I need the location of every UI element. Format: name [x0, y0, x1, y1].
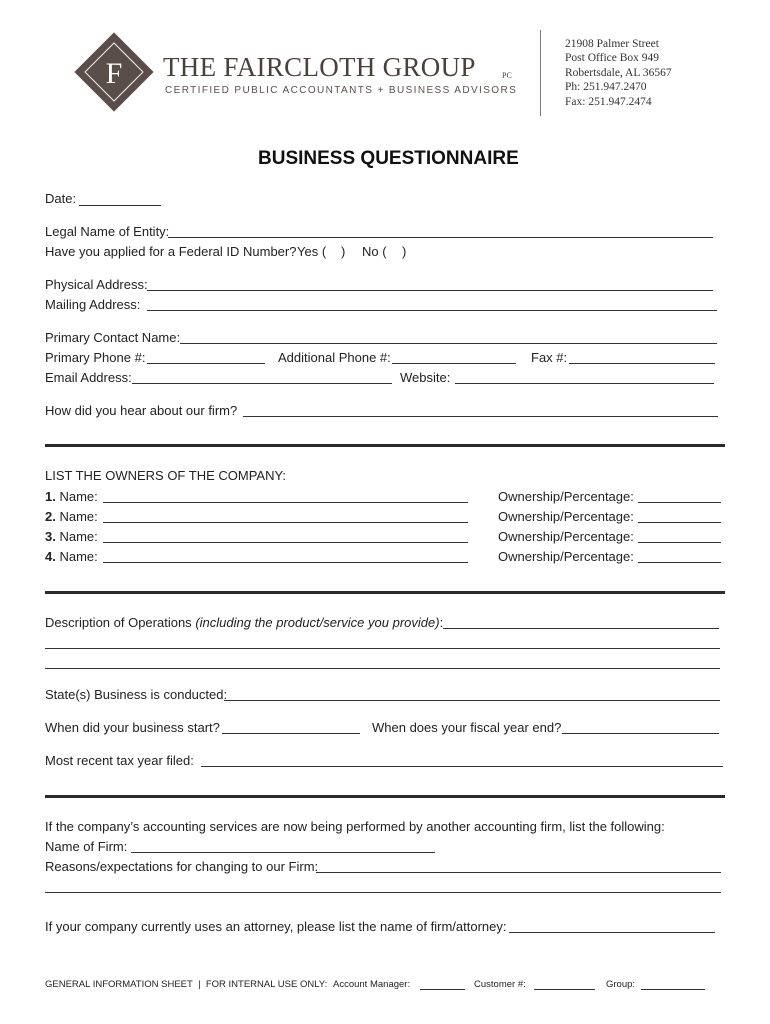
- owner-3-name-field[interactable]: [103, 542, 468, 543]
- firm-name-field[interactable]: [131, 852, 435, 853]
- group-label: Group:: [606, 979, 636, 990]
- address-line: 21908 Palmer Street: [565, 38, 659, 50]
- primary-phone-label: Primary Phone #:: [45, 350, 146, 365]
- footer-sheet: GENERAL INFORMATION SHEET: [45, 979, 193, 990]
- owner-number: 3.: [45, 529, 56, 544]
- owner-name-label: Name:: [59, 529, 98, 544]
- owner-1-ownership-field[interactable]: [638, 502, 721, 503]
- address-block: [565, 37, 672, 109]
- owner-3-label: [45, 529, 98, 544]
- business-start-field[interactable]: [222, 733, 360, 734]
- owner-name-label: Name:: [59, 549, 98, 564]
- owner-1-name-field[interactable]: [103, 502, 468, 503]
- description-note: (including the product/service you provide): [195, 615, 440, 630]
- fiscal-year-field[interactable]: [562, 733, 719, 734]
- federal-id-yes-checkbox[interactable]: ): [341, 244, 346, 259]
- federal-id-no-checkbox[interactable]: ): [402, 244, 407, 259]
- business-start-label: When did your business start?: [45, 720, 220, 735]
- fiscal-year-label: When does your fiscal year end?: [372, 720, 562, 735]
- reasons-field[interactable]: [316, 872, 721, 873]
- description-field[interactable]: [443, 628, 719, 629]
- footer-sheet-label: [45, 979, 327, 990]
- company-suffix: PC: [502, 71, 512, 80]
- owner-3-ownership-field[interactable]: [638, 542, 721, 543]
- owner-2-name-field[interactable]: [103, 522, 468, 523]
- customer-label: Customer #:: [474, 979, 526, 990]
- federal-id-yes-label: Yes (: [297, 244, 327, 259]
- additional-phone-label: Additional Phone #:: [278, 350, 391, 365]
- account-manager-field[interactable]: [420, 989, 465, 990]
- owner-4-label: [45, 549, 98, 564]
- owner-2-ownership-field[interactable]: [638, 522, 721, 523]
- section-divider: [45, 444, 725, 447]
- date-label: Date:: [45, 191, 77, 206]
- states-label: State(s) Business is conducted:: [45, 687, 228, 702]
- tax-year-label: Most recent tax year filed:: [45, 753, 194, 768]
- federal-id-no-label: No (: [362, 244, 387, 259]
- owner-number: 2.: [45, 509, 56, 524]
- owner-name-label: Name:: [59, 509, 98, 524]
- mailing-address-label: Mailing Address:: [45, 297, 141, 312]
- prior-firm-intro: If the company’s accounting services are now being performed by another accounting firm, list the following:: [45, 819, 665, 834]
- description-colon: :: [439, 615, 444, 630]
- group-field[interactable]: [641, 989, 705, 990]
- email-field[interactable]: [132, 383, 392, 384]
- owner-number: 1.: [45, 489, 56, 504]
- primary-phone-field[interactable]: [147, 363, 265, 364]
- header-divider: [540, 30, 541, 116]
- description-label-text: Description of Operations: [45, 615, 192, 630]
- page-title: BUSINESS QUESTIONNAIRE: [258, 148, 519, 169]
- additional-phone-field[interactable]: [392, 363, 516, 364]
- attorney-label: If your company currently uses an attorney, please list the name of firm/attorney:: [45, 919, 507, 934]
- fax-label: Fax #:: [531, 350, 568, 365]
- firm-name-label: Name of Firm:: [45, 839, 128, 854]
- owner-3-ownership-label: Ownership/Percentage:: [498, 529, 634, 544]
- fax-field[interactable]: [569, 363, 715, 364]
- company-name: THE FAIRCLOTH GROUP: [163, 52, 476, 82]
- section-divider: [45, 795, 725, 798]
- customer-field[interactable]: [534, 989, 595, 990]
- website-field[interactable]: [455, 383, 714, 384]
- account-manager-label: Account Manager:: [333, 979, 411, 990]
- owner-1-label: [45, 489, 98, 504]
- description-label: [45, 615, 443, 630]
- footer-internal: FOR INTERNAL USE ONLY:: [205, 979, 328, 990]
- physical-address-field[interactable]: [147, 290, 713, 291]
- legal-name-label: Legal Name of Entity:: [45, 224, 170, 239]
- federal-id-label: Have you applied for a Federal ID Number?: [45, 244, 297, 259]
- address-line: Robertsdale, AL 36567: [565, 66, 672, 79]
- website-label: Website:: [400, 370, 451, 385]
- section-divider: [45, 591, 725, 594]
- phone-line: Ph: 251.947.2470: [565, 81, 647, 94]
- owners-heading: LIST THE OWNERS OF THE COMPANY:: [45, 468, 287, 483]
- owner-number: 4.: [45, 549, 56, 564]
- owner-4-ownership-label: Ownership/Percentage:: [498, 549, 634, 564]
- owner-4-ownership-field[interactable]: [638, 562, 721, 563]
- hear-about-label: How did you hear about our firm?: [45, 403, 238, 418]
- owner-2-ownership-label: Ownership/Percentage:: [498, 509, 634, 524]
- owner-2-label: [45, 509, 98, 524]
- owner-name-label: Name:: [59, 489, 98, 504]
- address-line: Post Office Box 949: [565, 52, 660, 65]
- owner-1-ownership-label: Ownership/Percentage:: [498, 489, 634, 504]
- mailing-address-field[interactable]: [147, 310, 717, 311]
- legal-name-field[interactable]: [168, 237, 713, 238]
- primary-contact-label: Primary Contact Name:: [45, 330, 181, 345]
- footer-separator: |: [198, 979, 201, 990]
- primary-contact-field[interactable]: [180, 343, 717, 344]
- states-field[interactable]: [224, 700, 720, 701]
- owner-4-name-field[interactable]: [103, 562, 468, 563]
- tax-year-field[interactable]: [201, 766, 723, 767]
- fax-line: Fax: 251.947.2474: [565, 95, 652, 108]
- date-field[interactable]: [79, 205, 161, 206]
- attorney-field[interactable]: [509, 932, 715, 933]
- email-label: Email Address:: [45, 370, 132, 385]
- logo-letter: F: [105, 57, 123, 90]
- reasons-field-line[interactable]: [45, 892, 721, 893]
- description-field-line[interactable]: [45, 668, 720, 669]
- hear-about-field[interactable]: [243, 416, 718, 417]
- description-field-line[interactable]: [45, 648, 720, 649]
- reasons-label: Reasons/expectations for changing to our Firm:: [45, 859, 319, 874]
- physical-address-label: Physical Address:: [45, 277, 148, 292]
- company-tagline: CERTIFIED PUBLIC ACCOUNTANTS + BUSINESS ADVISORS: [165, 85, 518, 96]
